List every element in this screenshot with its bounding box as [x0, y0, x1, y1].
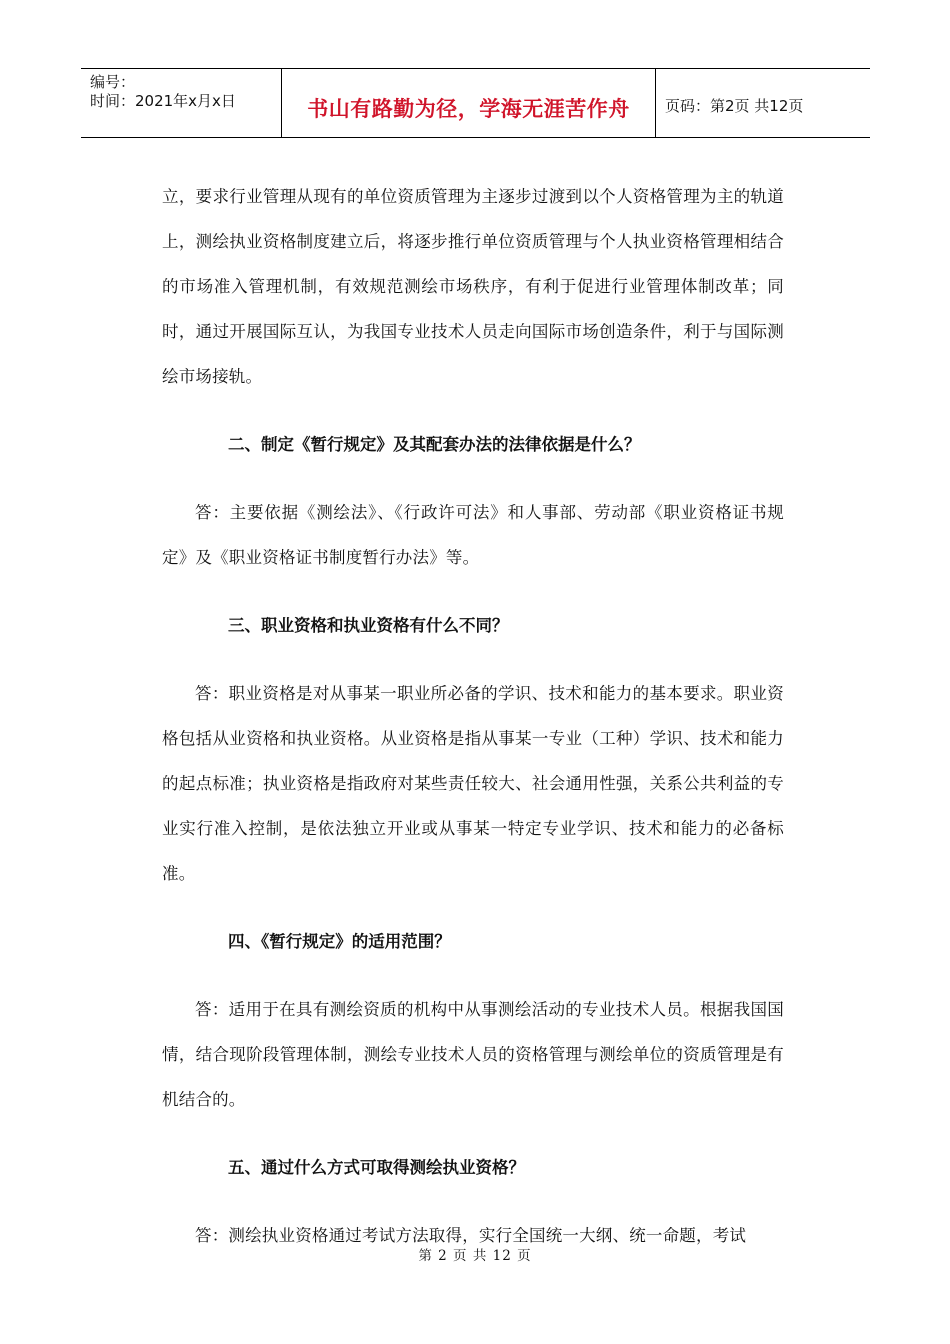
- answer-3-paragraph: 答：职业资格是对从事某一职业所必备的学识、技术和能力的基本要求。职业资格包括从业资格和执业资格。从业资格是指从事某一专业（工种）学识、技术和能力的起点标准；执业资格是指政府对某些责任较大、社会通用性强，关系公共利益的专业实行准入控制，是依法独立开业或从事某一特定专业学识、技术和能力的必备标准。: [162, 684, 784, 883]
- answer-5-paragraph: 答：测绘执业资格通过考试方法取得，实行全国统一大纲、统一命题，考试: [195, 1226, 747, 1245]
- question-3-heading: 三、职业资格和执业资格有什么不同？: [228, 616, 509, 635]
- page-footer: 第 2 页 共 12 页: [418, 1248, 532, 1264]
- header-page-cell: [656, 69, 870, 137]
- question-4-heading: 四、《暂行规定》的适用范围？: [228, 932, 451, 951]
- header-page-info: 页码：第2页 共12页: [665, 97, 804, 115]
- answer-2-paragraph: 答：主要依据《测绘法》、《行政许可法》和人事部、劳动部《职业资格证书规定》及《职业资格证书制度暂行办法》等。: [162, 503, 784, 567]
- question-2-heading: 二、制定《暂行规定》及其配套办法的法律依据是什么？: [228, 435, 641, 454]
- document-body: [162, 174, 784, 1258]
- answer-4-paragraph: 答：适用于在具有测绘资质的机构中从事测绘活动的专业技术人员。根据我国国情，结合现阶段管理体制，测绘专业技术人员的资格管理与测绘单位的资质管理是有机结合的。: [162, 1000, 784, 1109]
- document-date: 时间：2021年x月x日: [90, 92, 236, 110]
- page-header: [81, 68, 870, 138]
- document-number-label: 编号：: [90, 73, 136, 91]
- paragraph-continuation: 立，要求行业管理从现有的单位资质管理为主逐步过渡到以个人资格管理为主的轨道上，测绘执业资格制度建立后，将逐步推行单位资质管理与个人执业资格管理相结合的市场准入管理机制，有效规范测绘市场秩序，有利于促进行业管理体制改革；同时，通过开展国际互认，为我国专业技术人员走向国际市场创造条件，利于与国际测绘市场接轨。: [162, 187, 784, 386]
- header-motto: 书山有路勤为径，学海无涯苦作舟: [307, 97, 630, 121]
- header-meta-cell: [81, 69, 282, 137]
- header-motto-cell: [282, 69, 656, 137]
- question-5-heading: 五、通过什么方式可取得测绘执业资格？: [228, 1158, 525, 1177]
